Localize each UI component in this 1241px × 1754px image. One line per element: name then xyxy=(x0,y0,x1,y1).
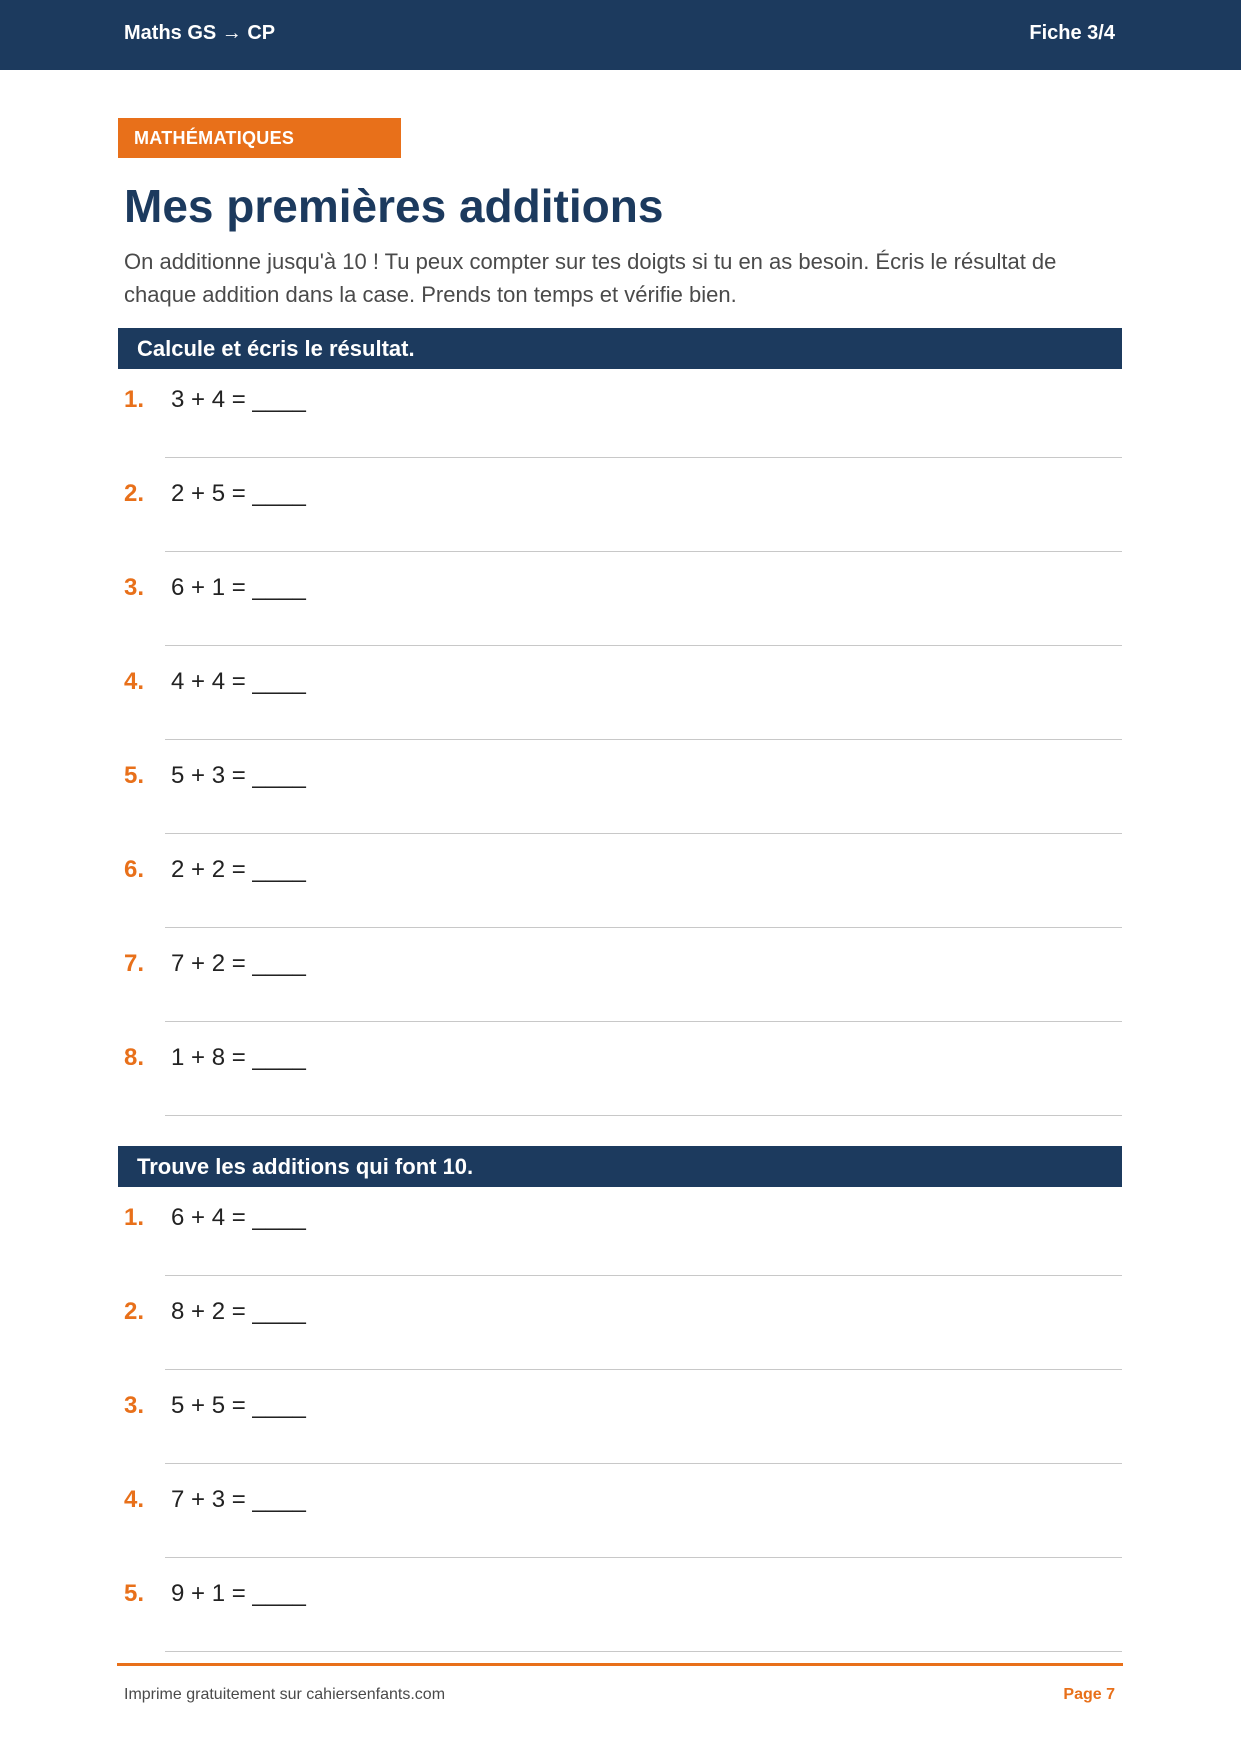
exercise-item xyxy=(0,658,1241,752)
exercise-item xyxy=(0,846,1241,940)
addition-problem: 5 + 5 = ____ xyxy=(171,1392,306,1419)
item-number: 1. xyxy=(124,386,145,413)
answer-divider xyxy=(165,739,1122,740)
exercise-item xyxy=(0,470,1241,564)
answer-divider xyxy=(165,1463,1122,1464)
answer-divider xyxy=(165,645,1122,646)
footer-divider xyxy=(117,1663,1123,1666)
addition-problem: 7 + 2 = ____ xyxy=(171,950,306,977)
answer-divider xyxy=(165,833,1122,834)
top-banner xyxy=(0,0,1241,70)
intro-text: On additionne jusqu'à 10 ! Tu peux compter sur tes doigts si tu en as besoin. Écris le résultat de chaque addition dans la case. Prends ton temps et vérifie bien. xyxy=(124,249,1057,307)
answer-divider xyxy=(165,1557,1122,1558)
item-number: 1. xyxy=(124,1204,145,1231)
addition-problem: 3 + 4 = ____ xyxy=(171,386,306,413)
addition-problem: 2 + 2 = ____ xyxy=(171,856,306,883)
page-title: Mes premières additions xyxy=(124,180,664,232)
exercise-item xyxy=(0,1382,1241,1476)
answer-divider xyxy=(165,1369,1122,1370)
answer-divider xyxy=(165,1115,1122,1116)
item-number: 8. xyxy=(124,1044,145,1071)
footer-credit: Imprime gratuitement sur cahiersenfants.com xyxy=(124,1686,446,1703)
exercise-item xyxy=(0,564,1241,658)
exercise-item xyxy=(0,1288,1241,1382)
addition-problem: 5 + 3 = ____ xyxy=(171,762,306,789)
item-number: 6. xyxy=(124,856,145,883)
answer-divider xyxy=(165,1651,1122,1652)
addition-problem: 1 + 8 = ____ xyxy=(171,1044,306,1071)
item-number: 4. xyxy=(124,668,145,695)
addition-problem: 7 + 3 = ____ xyxy=(171,1486,306,1513)
item-number: 2. xyxy=(124,1298,145,1325)
exercise-item xyxy=(0,752,1241,846)
answer-divider xyxy=(165,457,1122,458)
item-number: 7. xyxy=(124,950,145,977)
subject-tag: MATHÉMATIQUES xyxy=(118,118,401,158)
exercise-item xyxy=(0,376,1241,470)
addition-problem: 2 + 5 = ____ xyxy=(171,480,306,507)
answer-divider xyxy=(165,1275,1122,1276)
exercise-item xyxy=(0,1476,1241,1570)
sheet-counter: Fiche 3/4 xyxy=(1029,22,1115,44)
addition-problem: 6 + 4 = ____ xyxy=(171,1204,306,1231)
answer-divider xyxy=(165,1021,1122,1022)
exercise-item xyxy=(0,940,1241,1034)
item-number: 5. xyxy=(124,762,145,789)
item-number: 3. xyxy=(124,1392,145,1419)
item-number: 3. xyxy=(124,574,145,601)
exercise-item xyxy=(0,1570,1241,1664)
addition-problem: 9 + 1 = ____ xyxy=(171,1580,306,1607)
addition-problem: 8 + 2 = ____ xyxy=(171,1298,306,1325)
course-label: Maths GS → CP xyxy=(124,22,276,44)
item-number: 2. xyxy=(124,480,145,507)
section-heading-2: Trouve les additions qui font 10. xyxy=(118,1146,1122,1187)
answer-divider xyxy=(165,551,1122,552)
page-number: Page 7 xyxy=(1063,1686,1115,1703)
exercise-item xyxy=(0,1194,1241,1288)
addition-problem: 6 + 1 = ____ xyxy=(171,574,306,601)
item-number: 5. xyxy=(124,1580,145,1607)
addition-problem: 4 + 4 = ____ xyxy=(171,668,306,695)
item-number: 4. xyxy=(124,1486,145,1513)
section-heading-1: Calcule et écris le résultat. xyxy=(118,328,1122,369)
exercise-item xyxy=(0,1034,1241,1128)
answer-divider xyxy=(165,927,1122,928)
